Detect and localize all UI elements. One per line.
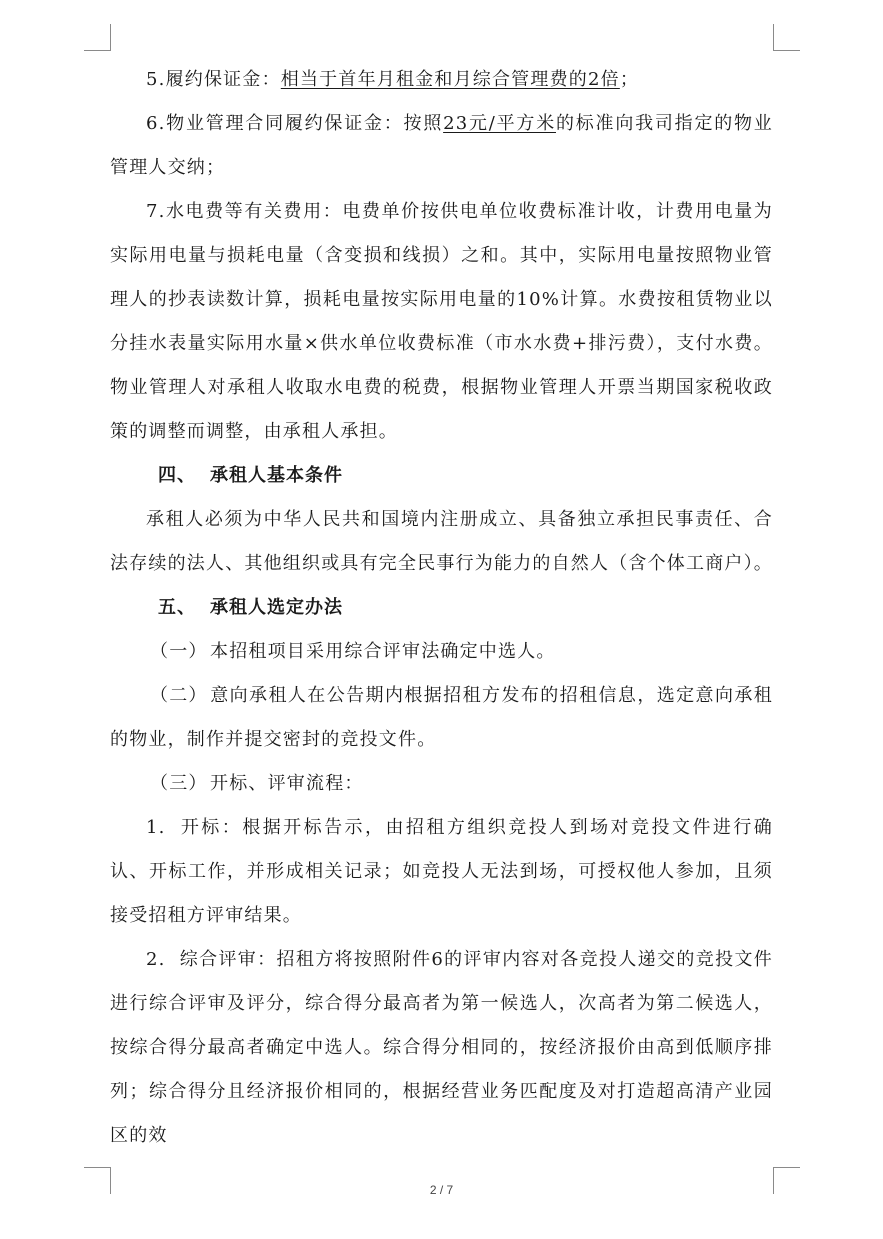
- paragraph-property-bond: [110, 102, 773, 190]
- section-4-body: 承租人必须为中华人民共和国境内注册成立、具备独立承担民事责任、合法存续的法人、其他组织或具有完全民事行为能力的自然人（含个体工商户）。: [110, 509, 773, 574]
- subsection-3-text: 开标、评审流程：: [210, 773, 364, 794]
- subsection-2-text: 意向承租人在公告期内根据招租方发布的招租信息，选定意向承租的物业，制作并提交密封的竞投文件。: [110, 685, 773, 750]
- subsection-1-number: （一）: [150, 641, 208, 662]
- p5-underlined: 相当于首年月租金和月综合管理费的2倍: [280, 69, 620, 90]
- item-2-number: 2.: [146, 949, 166, 970]
- crop-mark-top-right: [773, 24, 800, 51]
- subsection-3: [110, 762, 773, 806]
- document-body: [110, 58, 773, 1158]
- paragraph-performance-bond: [110, 58, 773, 102]
- item-1-text: 开标：根据开标告示，由招租方组织竞投人到场对竞投文件进行确认、开标工作，并形成相关记录；如竞投人无法到场，可授权他人参加，且须接受招租方评审结果。: [110, 817, 773, 926]
- section-5-number: 五、: [158, 597, 196, 618]
- p6-suffix: 的标准向我司指定的物业管理人交纳；: [110, 113, 774, 178]
- p5-prefix: 5.履约保证金：: [146, 69, 281, 90]
- subsection-2-number: （二）: [150, 685, 208, 706]
- paragraph-utilities: 7.水电费等有关费用：电费单价按供电单位收费标准计收，计费用电量为实际用电量与损耗电量（含变损和线损）之和。其中，实际用电量按照物业管理人的抄表读数计算，损耗电量按实际用电量的10%计算。水费按租赁物业以分挂水表量实际用水量×供水单位收费标准（市水水费+排污费），支付水费。物业管理人对承租人收取水电费的税费，根据物业管理人开票当期国家税收政策的调整而调整，由承租人承担。: [110, 201, 773, 442]
- page-number: 2 / 7: [429, 1183, 454, 1197]
- section-5-heading: [110, 586, 773, 630]
- item-2-text: 综合评审：招租方将按照附件6的评审内容对各竞投人递交的竞投文件进行综合评审及评分，综合得分最高者为第一候选人，次高者为第二候选人，按综合得分最高者确定中选人。综合得分相同的，按经济报价由高到低顺序排列；综合得分且经济报价相同的，根据经营业务匹配度及对打造超高清产业园区的效: [110, 949, 773, 1146]
- section-4-number: 四、: [158, 465, 196, 486]
- section-5-title: 承租人选定办法: [210, 597, 343, 618]
- subsection-1-text: 本招租项目采用综合评审法确定中选人。: [210, 641, 556, 662]
- section-4-heading: [110, 454, 773, 498]
- p5-suffix: ；: [619, 69, 640, 90]
- subsection-1: [110, 630, 773, 674]
- item-1-number: 1.: [146, 817, 166, 838]
- subsection-2: [110, 674, 773, 762]
- section-4-title: 承租人基本条件: [210, 465, 343, 486]
- item-opening: [110, 806, 773, 938]
- p6-prefix: 6.物业管理合同履约保证金：按照: [146, 113, 444, 134]
- subsection-3-number: （三）: [150, 773, 208, 794]
- p6-underlined: 23元/平方米: [443, 113, 556, 134]
- item-evaluation: [110, 938, 773, 1158]
- crop-mark-top-left: [84, 24, 111, 51]
